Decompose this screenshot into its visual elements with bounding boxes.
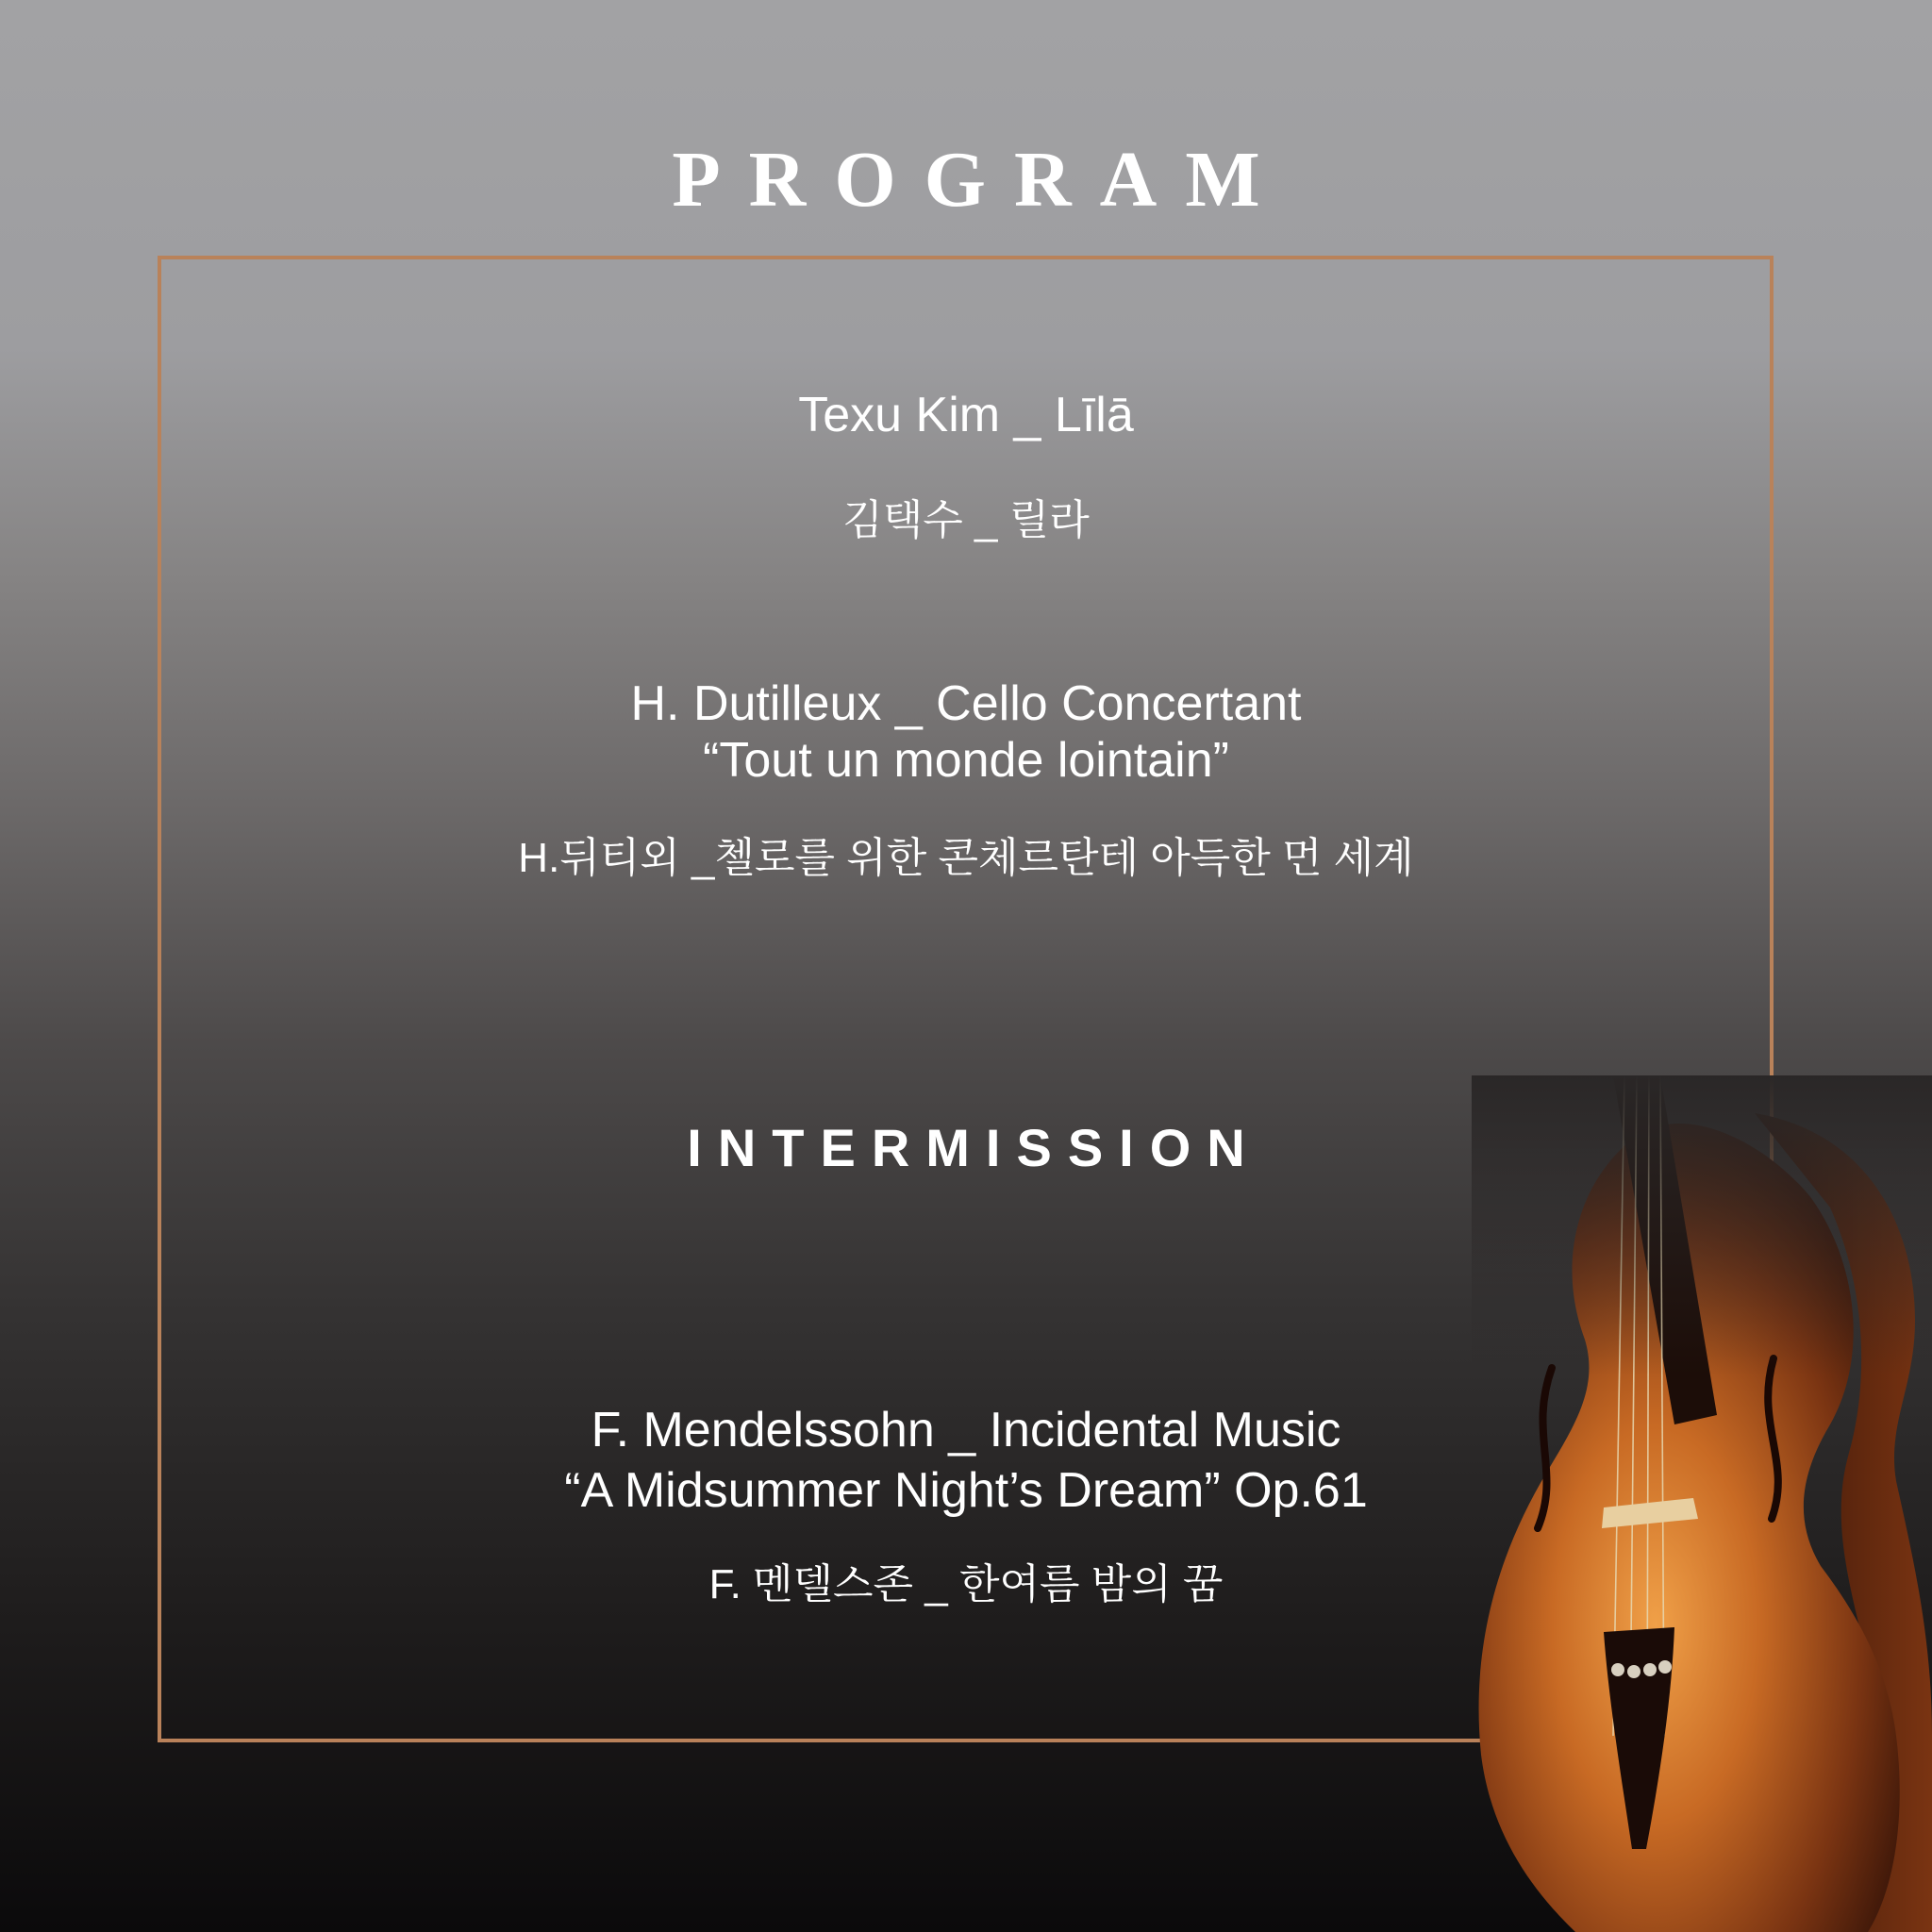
program-item-2-title: H. Dutilleux _ Cello Concertant <box>630 676 1302 731</box>
program-item-2-subtitle: “Tout un monde lointain” <box>703 733 1229 788</box>
program-item-3-korean: F. 멘델스존 _ 한여름 밤의 꿈 <box>708 1561 1224 1607</box>
intermission-heading: INTERMISSION <box>687 1118 1261 1177</box>
program-item-1-korean: 김택수 _ 릴라 <box>842 497 1090 543</box>
program-item-1-title: Texu Kim _ Līlā <box>798 388 1134 442</box>
program-item-2-korean: H.뒤티외 _첼로를 위한 콘체르탄테 아득한 먼 세계 <box>518 835 1414 881</box>
cello-image <box>1472 1075 1932 1932</box>
program-item-3-title: F. Mendelssohn _ Incidental Music <box>591 1403 1341 1457</box>
program-title: PROGRAM <box>672 136 1289 224</box>
program-item-3-subtitle: “A Midsummer Night’s Dream” Op.61 <box>564 1463 1368 1518</box>
